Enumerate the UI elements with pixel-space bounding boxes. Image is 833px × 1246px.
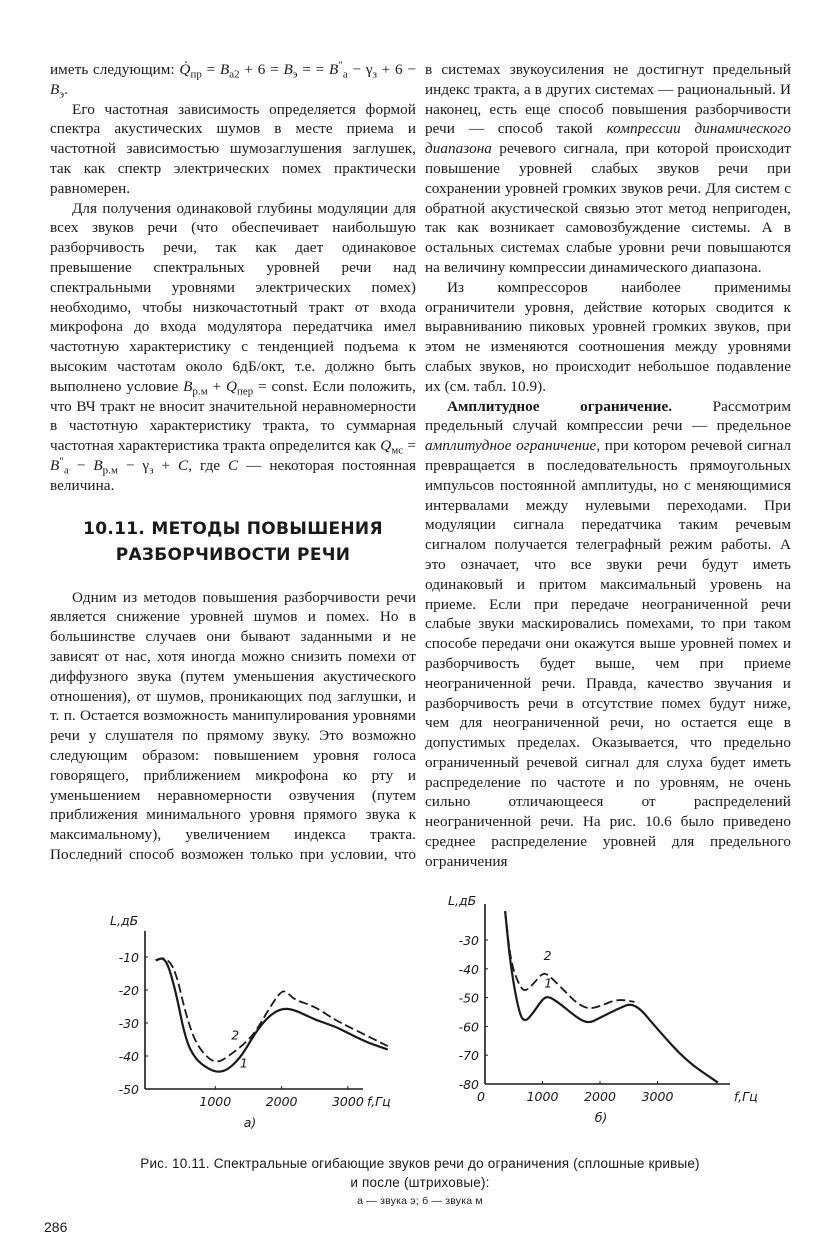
- series-2-dashed-curve: [505, 911, 634, 1008]
- figure-caption: [40, 1154, 800, 1211]
- y-tick-label: -50: [118, 1082, 139, 1097]
- text-segment: B: [50, 456, 60, 474]
- text-segment: C: [178, 456, 189, 474]
- figure-b-chart: [430, 891, 758, 1131]
- caption-line1: Рис. 10.11. Спектральные огибающие звуков речи до ограничения (сплошные кривые): [140, 1156, 700, 1171]
- text-segment: Q: [225, 377, 237, 395]
- text-segment: = const. Если положить, что ВЧ тракт не вносит значительной неравномерности в частотную характеристику тракта, то суммарная частотная характеристика тракта определится как: [50, 377, 417, 455]
- text-segment: =: [201, 61, 220, 78]
- text-segment: B: [283, 61, 293, 78]
- text-segment: B: [93, 456, 103, 474]
- text-segment: B: [183, 377, 193, 395]
- text-segment: B: [328, 61, 339, 78]
- y-tick-label: -50: [458, 990, 479, 1006]
- figure-block: [0, 886, 833, 1246]
- paragraph: [50, 588, 416, 865]
- text-segment: − γ: [117, 456, 150, 474]
- y-tick-label: -30: [118, 1016, 139, 1031]
- right-column: [425, 60, 791, 872]
- y-tick-label: -30: [458, 933, 479, 948]
- curve-label-1: 1: [239, 1055, 248, 1071]
- paragraph: [425, 278, 791, 397]
- section-heading-line2: РАЗБОРЧИВОСТИ РЕЧИ: [115, 544, 351, 565]
- formula-index: а: [342, 68, 348, 81]
- y-tick-label: -80: [458, 1077, 479, 1092]
- left-paragraphs-before: [50, 60, 416, 496]
- text-segment: Из компрессоров наиболее применимы ограничители уровня, действие которых сводится к выравниванию пиковых уровней громких звуков, при этом не изменяются соотношения между уровнями слабых звуков, но происходит небольшое подавление их (см. табл. 10.9).: [425, 278, 791, 395]
- text-segment: амплитудное ограничение: [425, 437, 597, 455]
- series-1-solid-curve: [156, 959, 388, 1072]
- curve-label-1: 1: [544, 975, 553, 991]
- text-segment: , при котором речевой сигнал превращается в последовательность прямоугольных импульсов постоянной амплитуды, но с меняющимися интервалами между нулевыми переходами. При модуляции сигнала передатчика таким речевым сигналом получается телеграфный режим работы. А это означает, что все звуки речи будут иметь одинаковый и притом максимальный уровень на приеме. Если при передаче неограниченной речи слабые звуки маскировались помехами, то при таком способе передачи они окажутся выше уровней помех и разборчивость будет выше, чем при приеме неограниченной речи. Правда, качество звучания и разборчивость речи в отсутствие помех будут ниже, чем для неограниченной речи, но остается еще в допустимых пределах. Оказывается, что предельно ограниченный речевой сигнал для слуха будет иметь распределение по частоте и по уровням, не очень сильно отличающееся от распределений неограниченной речи. На рис. 10.6 было приведено среднее распределение уровней для предельного ограничения: [425, 437, 791, 870]
- caption-line2: и после (штриховые):: [350, 1175, 490, 1190]
- text-segment: B: [50, 80, 60, 98]
- paragraph: [50, 60, 416, 100]
- x-tick-label: 2000: [584, 1089, 616, 1104]
- text-segment: Рассмотрим предельный случай компрессии речи — предельное: [425, 397, 791, 435]
- text-segment: +: [153, 456, 179, 474]
- formula-index: э: [292, 68, 298, 81]
- text-segment: + 6 =: [239, 61, 284, 78]
- text-segment: , где: [188, 456, 229, 474]
- text-segment: компрессии динамического диапазона: [425, 120, 791, 158]
- x-tick-label: 0: [477, 1089, 485, 1104]
- formula-index: р.м: [192, 385, 208, 398]
- x-axis-label: f,Гц: [734, 1089, 758, 1104]
- paragraph: [50, 199, 416, 496]
- formula-index: з: [372, 68, 377, 81]
- text-segment: =: [403, 437, 416, 455]
- formula-index: ″: [338, 59, 343, 72]
- left-column: [50, 60, 416, 865]
- formula-index: р.м: [102, 464, 118, 477]
- formula-index: э: [59, 88, 65, 101]
- formula-index: пр: [190, 68, 202, 81]
- text-segment: = =: [297, 61, 329, 78]
- section-heading: [50, 516, 416, 568]
- y-tick-label: -40: [458, 961, 479, 977]
- text-segment: Q̇: [179, 61, 191, 78]
- text-segment: Амплитудное ограничение.: [447, 397, 673, 415]
- x-tick-label: 2000: [265, 1094, 298, 1109]
- formula-index: з: [149, 464, 154, 477]
- formula-index: ″: [59, 455, 64, 468]
- text-segment: иметь следующим:: [50, 61, 180, 78]
- text-segment: Одним из методов повышения разборчивости речи является снижение уровней шумов и помех. Но в большинстве случаев они бывают заданными и не зависят от нас, хотя иногда можно снизить помехи от диффузного звука (путем уменьшения акустического отношения), от шумов, проникающих под заглушки, и т. п. Остается возможность манипулирования уровнями речи у слушателя по прямому звуку. Это возможно следующим образом: повышением уровня голоса говорящего, приближением микрофона ко рту и уменьшением неравномерности озвучения (путем приближения минимального уровня прямого звука к максимальному), увеличением индекса тракта. Последний способ возможен только при условии, что: [50, 588, 416, 863]
- formula-index: а2: [229, 68, 240, 81]
- formula-index: пер: [236, 385, 254, 398]
- left-paragraphs-after: [50, 588, 416, 865]
- x-axis-label: f,Гц: [367, 1094, 391, 1109]
- paragraph: [425, 397, 791, 872]
- text-segment: −: [68, 456, 94, 474]
- panel-label: а): [243, 1115, 257, 1130]
- formula-index: а: [63, 464, 69, 477]
- text-segment: Для получения одинаковой глубины модуляции для всех звуков речи (что обеспечивает наибольшую разборчивость речи, так как дает одинаковое превышение спектральных уровней речи над спектральными уровнями электрических помех) необходимо, чтобы низкочастотный тракт от входа микрофона до входа модулятора передатчика имел частотную характеристику с тенденцией подъема к высоким частотам около 6дБ/окт, т.е. должно быть выполнено условие: [50, 199, 416, 395]
- text-segment: — некоторая постоянная величина.: [50, 456, 416, 494]
- y-tick-label: -40: [118, 1049, 139, 1064]
- caption-line3: а — звука э; б — звука м: [357, 1195, 483, 1207]
- paragraph: [425, 60, 791, 278]
- text-segment: .: [64, 80, 68, 98]
- paragraph: [50, 100, 416, 199]
- curve-label-2: 2: [231, 1027, 240, 1043]
- text-segment: речевого сигнала, при которой происходит повышение уровней слабых звуков речи при сохранении уровней громких звуков речи. Для систем с обратной акустической связью этот метод непригоден, так как возникает самовозбуждение системы. А в остальных системах слабые уровни речи повышаются на величину компрессии динамического диапазона.: [425, 140, 791, 276]
- y-axis-label: L,дБ: [110, 913, 139, 928]
- x-tick-label: 3000: [641, 1089, 674, 1104]
- x-tick-label: 3000: [331, 1094, 364, 1109]
- text-segment: в системах звукоусиления не достигнут предельный индекс тракта, а в других системах — рациональный. И наконец, есть еще способ повышения разборчивости речи — способ такой: [425, 61, 791, 138]
- series-2-dashed-curve: [156, 958, 388, 1061]
- section-heading-line1: 10.11. МЕТОДЫ ПОВЫШЕНИЯ: [83, 518, 383, 539]
- y-tick-label: -20: [118, 983, 139, 998]
- formula-index: мс: [391, 444, 404, 457]
- x-tick-label: 1000: [199, 1094, 232, 1109]
- y-tick-label: -70: [458, 1048, 479, 1064]
- figure-a-chart: [100, 911, 400, 1131]
- text-segment: Его частотная зависимость определяется формой спектра акустических шумов в месте приема и частотной зависимостью шумозаглушения заглушек, так как спектр электрических помех практически равномерен.: [50, 100, 416, 197]
- y-tick-label: -10: [118, 950, 139, 965]
- page-number: 286: [44, 1219, 68, 1235]
- curve-label-2: 2: [543, 948, 552, 964]
- text-segment: B: [219, 61, 230, 78]
- text-segment: +: [207, 377, 226, 395]
- text-segment: + 6 −: [376, 61, 416, 78]
- text-segment: Q: [380, 437, 392, 455]
- text-segment: − γ: [347, 61, 373, 78]
- x-tick-label: 1000: [526, 1089, 559, 1104]
- text-segment: C: [228, 456, 239, 474]
- y-tick-label: -60: [458, 1019, 479, 1035]
- y-axis-label: L,дБ: [448, 893, 477, 908]
- right-paragraphs: [425, 60, 791, 872]
- series-1-solid-curve: [505, 911, 718, 1082]
- panel-label: б): [594, 1110, 608, 1125]
